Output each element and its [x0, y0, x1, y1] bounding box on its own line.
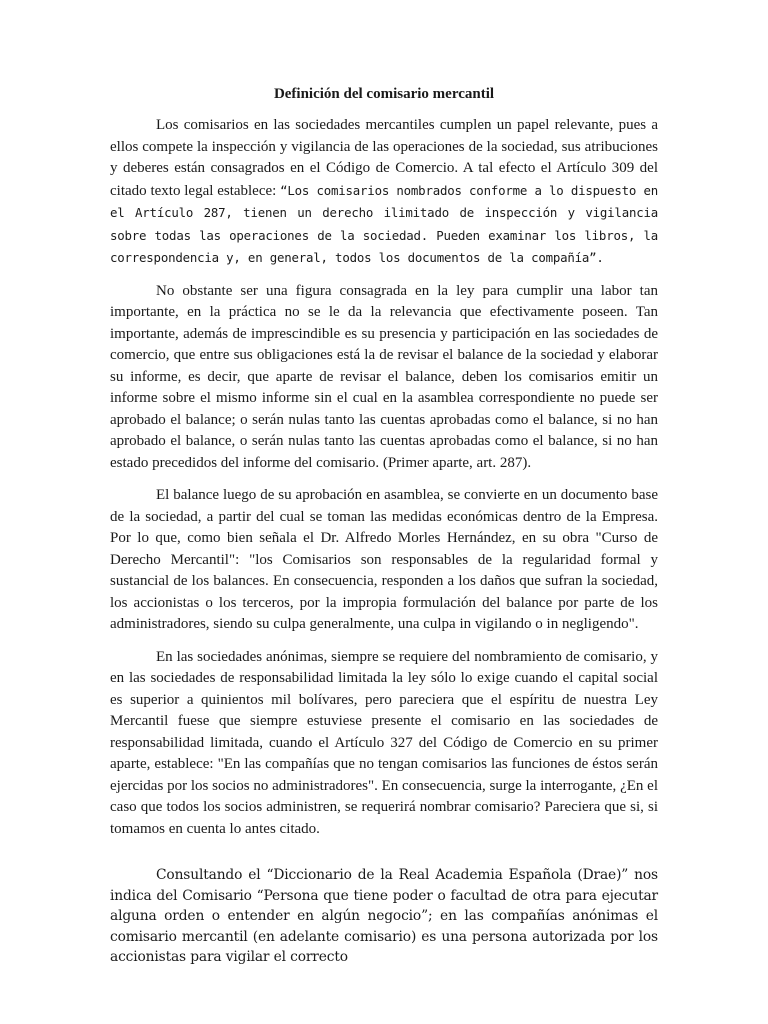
paragraph-5: Consultando el “Diccionario de la Real Academia Española (Drae)” nos indica del Comisario “Persona que tiene poder o facultad de otra para ejecutar alguna orden o entender en algún negocio”; en las compañías anónimas el comisario mercantil (en adelante comisario) es una persona autorizada por los accionistas para vigilar el correcto [110, 867, 658, 965]
paragraph-2: No obstante ser una figura consagrada en la ley para cumplir una labor tan importante, en la práctica no se le da la relevancia que efectivamente poseen. Tan importante, además de imprescindible es su presencia y participación en las sociedades de comercio, que entre sus obligaciones está la de revisar el balance de la sociedad y elaborar su informe, es decir, que aparte de revisar el balance, deben los comisarios emitir un informe sobre el mismo informe sin el cual en la asamblea correspondiente no puede ser aprobado el balance; o serán nulas tanto las cuentas aprobadas como el balance, si no han aprobado el balance, o serán nulas tanto las cuentas aprobadas como el balance, si no han estado precedidos del informe del comisario. (Primer aparte, art. 287). [110, 282, 658, 471]
paragraph-3: El balance luego de su aprobación en asamblea, se convierte en un documento base de la sociedad, a partir del cual se toman las medidas económicas dentro de la Empresa. Por lo que, como bien señala el Dr. Alfredo Morles Hernández, en su obra "Curso de Derecho Mercantil": "los Comisarios son responsables de la regularidad formal y sustancial de los balances. En consecuencia, responden a los daños que sufran la sociedad, los accionistas o los terceros, por la impropia formulación del balance por parte de los administradores, siendo su culpa generalmente, una culpa in vigilando o in negligendo". [110, 487, 658, 632]
paragraph-4: En las sociedades anónimas, siempre se requiere del nombramiento de comisario, y en las sociedades de responsabilidad limitada la ley sólo lo exige cuando el capital social es superior a quinientos mil bolívares, pero pareciera que el espíritu de nuestra Ley Mercantil fuese que siempre estuviese presente el comisario en las sociedades de responsabilidad limitada, cuando el Artículo 327 del Código de Comercio en su primer aparte, establece: "En las compañías que no tengan comisarios las funciones de éstos serán ejercidas por los socios no administradores". En consecuencia, surge la interrogante, ¿En el caso que todos los socios administren, se requerirá nombrar comisario? Pareciera que si, si tomamos en cuenta lo antes citado. [110, 648, 658, 837]
paragraph-1-quote: “Los comisarios nombrados conforme a lo dispuesto en el Artículo 287, tienen un derecho ilimitado de inspección y vigilancia sobre todas las operaciones de la sociedad. Pueden examinar los libros, la correspondencia y, en general, todos los documentos de la compañía”. [110, 182, 659, 265]
document-page [110, 84, 658, 979]
paragraph-1 [110, 115, 658, 270]
document-title: Definición del comisario mercantil [273, 86, 495, 102]
paragraph-1-text: Los comisarios en las sociedades mercantiles cumplen un papel relevante, pues a ellos compete la inspección y vigilancia de las operaciones de la sociedad, sus atribuciones y deberes están consagrados en el Código de Comercio. A tal efecto el Artículo 309 del citado texto legal establece: [110, 117, 658, 199]
